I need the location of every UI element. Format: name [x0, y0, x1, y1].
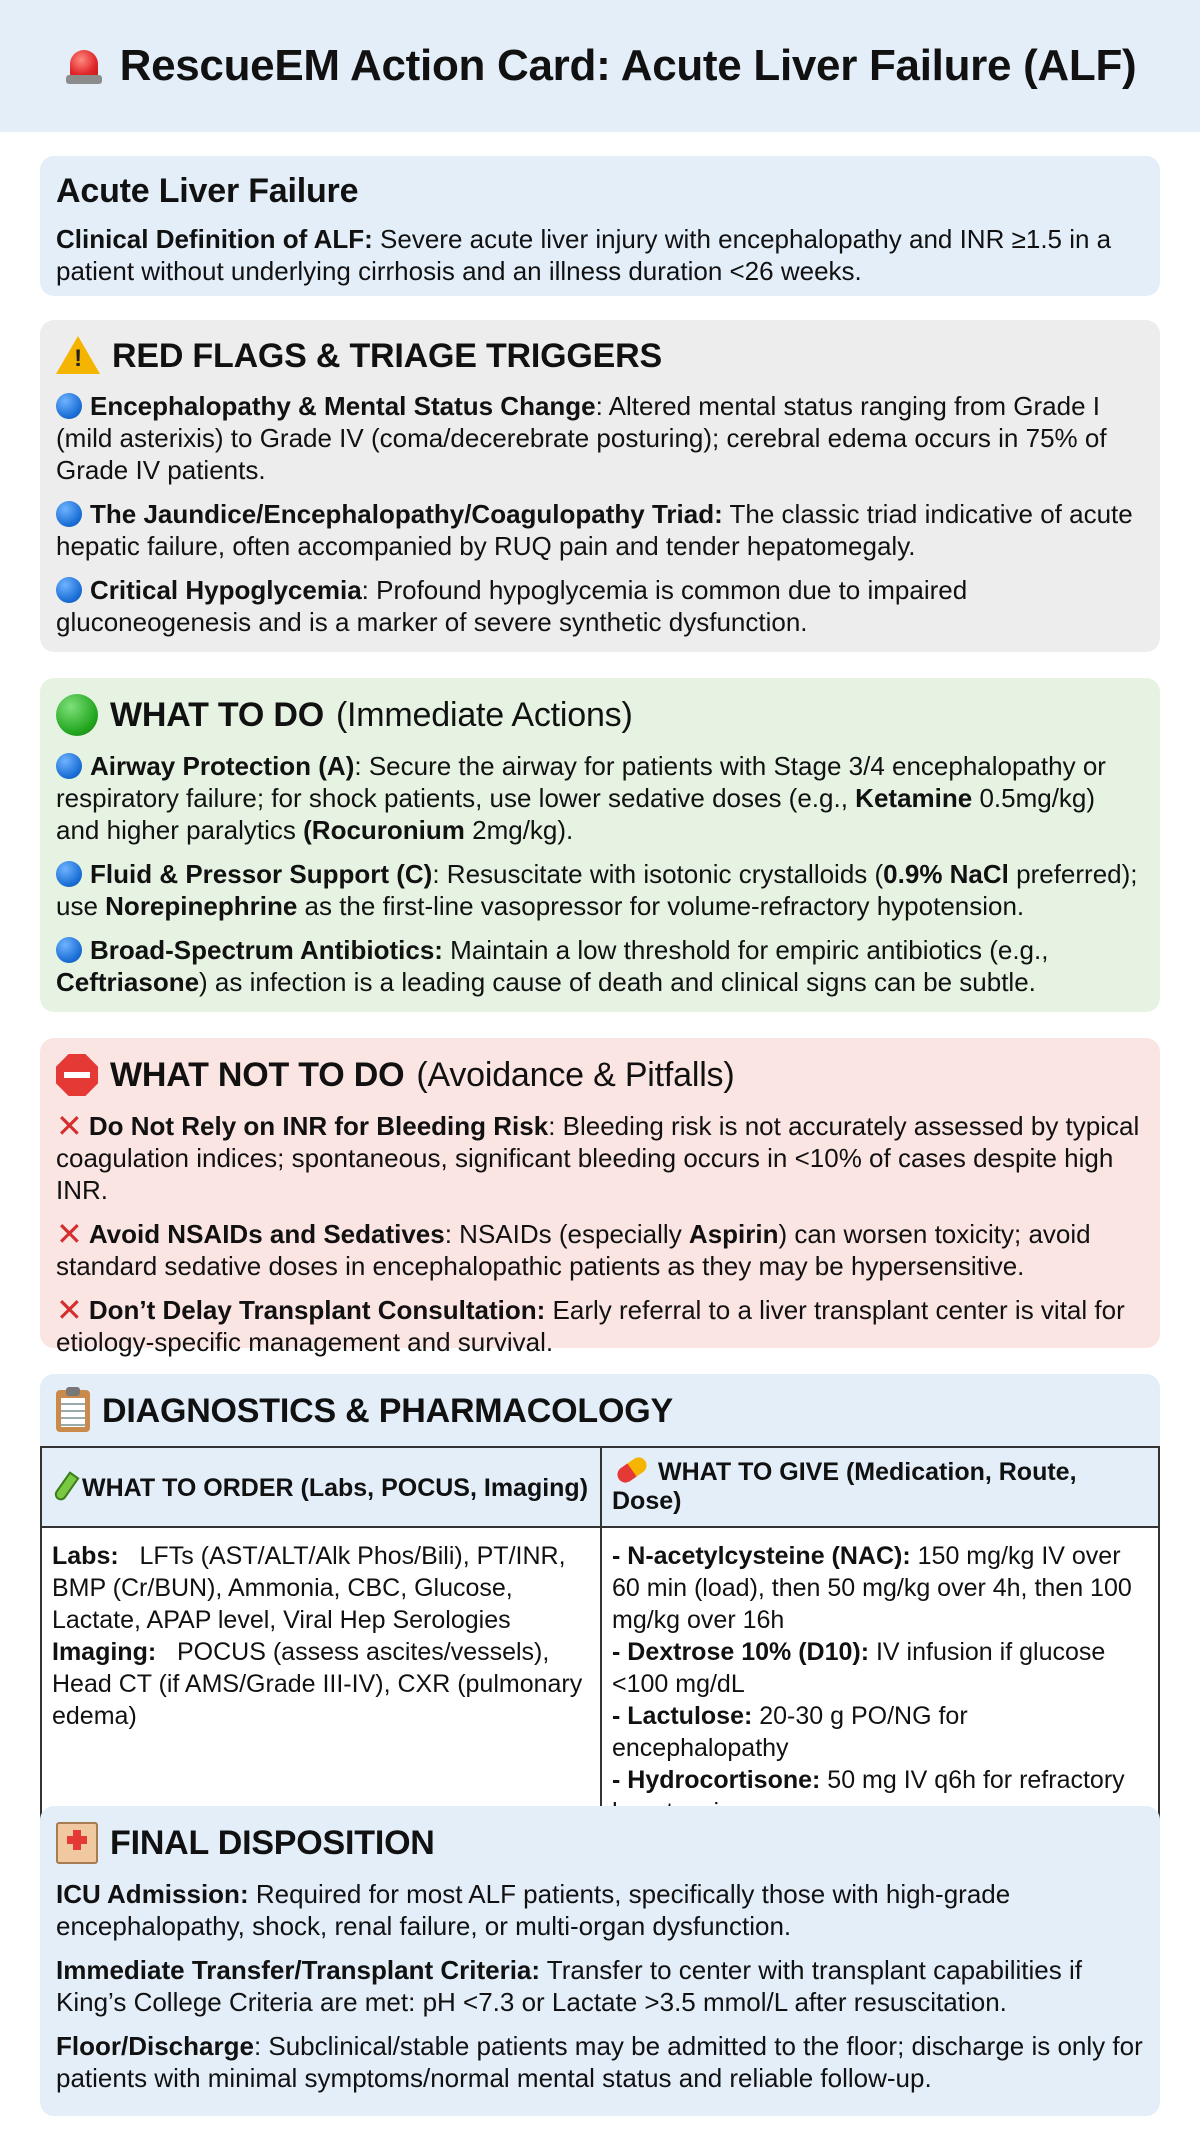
drug-name: 0.9% NaCl: [883, 859, 1009, 889]
item-text: : NSAIDs (especially: [444, 1219, 689, 1249]
what-to-do-subtitle: (Immediate Actions): [335, 695, 633, 734]
item-label: Critical Hypoglycemia: [90, 575, 362, 605]
item-text: : Bleeding risk is not accurately assessed by typical coagulation indices; spontaneous, significant bleeding occurs in <10% of cases despite high INR.: [56, 1111, 1140, 1205]
list-item: [56, 1218, 1144, 1282]
order-cell: [41, 1527, 601, 1841]
imaging-text: POCUS (assess ascites/vessels), Head CT (if AMS/Grade III-IV), CXR (pulmonary edema): [52, 1638, 590, 1730]
item-text: Early referral to a liver transplant center is vital for etiology-specific management and survival.: [56, 1295, 1125, 1357]
give-column-header: [601, 1447, 1159, 1527]
item-text: : Secure the airway for patients with Stage 3/4 encephalopathy or respiratory failure; for shock patients, use lower sedative doses (e.g.,: [56, 751, 1106, 813]
blue-circle-icon: [56, 861, 82, 887]
medication-text: IV infusion if glucose <100 mg/dL: [612, 1638, 1106, 1698]
list-item: [56, 858, 1144, 922]
item-text: Required for most ALF patients, specifically those with high-grade encephalopathy, shock, renal failure, or multi-organ dysfunction.: [56, 1879, 1011, 1941]
medication-label: - Hydrocortisone:: [612, 1766, 821, 1794]
test-tube-icon: [52, 1471, 79, 1502]
give-cell: [601, 1527, 1159, 1841]
blue-circle-icon: [56, 753, 82, 779]
red-flags-title-text: RED FLAGS & TRIAGE TRIGGERS: [112, 336, 662, 375]
what-not-to-do-title: [56, 1054, 1144, 1096]
siren-icon: [64, 46, 104, 86]
page-title: RescueEM Action Card: Acute Liver Failure (ALF): [119, 41, 1137, 90]
diagnostics-title-text: DIAGNOSTICS & PHARMACOLOGY: [102, 1391, 673, 1430]
item-text: preferred); use: [56, 859, 1138, 921]
red-flags-title: [56, 336, 1144, 376]
list-item: [56, 1294, 1144, 1358]
item-label: Floor/Discharge: [56, 2031, 254, 2061]
what-to-do-title-text: WHAT TO DO: [110, 695, 324, 734]
page-header: [0, 0, 1200, 132]
item-text: ) can worsen toxicity; avoid standard sedative doses in encephalopathic patients as they may be hypersensitive.: [56, 1219, 1091, 1281]
list-item: [56, 1878, 1144, 1942]
cross-mark-icon: ✕: [56, 1108, 83, 1144]
medication-item: [612, 1700, 1148, 1764]
item-text: : Profound hypoglycemia is common due to impaired gluconeogenesis and is a marker of severe synthetic dysfunction.: [56, 575, 968, 637]
medication-text: 20-30 g PO/NG for encephalopathy: [612, 1702, 968, 1762]
order-header-text: WHAT TO ORDER (Labs, POCUS, Imaging): [82, 1473, 589, 1502]
cross-mark-icon: ✕: [56, 1216, 83, 1252]
item-label: Do Not Rely on INR for Bleeding Risk: [88, 1111, 549, 1141]
drug-name: Norepinephrine: [105, 891, 298, 921]
drug-name: Aspirin: [688, 1219, 779, 1249]
item-text: : Resuscitate with isotonic crystalloids (: [432, 859, 884, 889]
item-text: Maintain a low threshold for empiric antibiotics (e.g.,: [442, 935, 1049, 965]
what-to-do-title: [56, 694, 1144, 736]
item-label: Immediate Transfer/Transplant Criteria:: [56, 1955, 541, 1985]
blue-circle-icon: [56, 393, 82, 419]
item-text: : Subclinical/stable patients may be admitted to the floor; discharge is only for patients with minimal symptoms/normal mental status and reliable follow-up.: [56, 2031, 1143, 2093]
item-label: Encephalopathy & Mental Status Change: [90, 391, 596, 421]
definition-label: Clinical Definition of ALF:: [56, 224, 373, 254]
red-flags-card: [40, 320, 1160, 652]
labs-line: [52, 1540, 590, 1636]
diagnostics-card: [40, 1374, 1160, 1794]
item-text: Transfer to center with transplant capabilities if King’s College Criteria are met: pH <7.3 or Lactate >3.5 mmol/L after resuscitation.: [56, 1955, 1082, 2017]
order-column-header: [41, 1447, 601, 1527]
disposition-title: [56, 1822, 1144, 1864]
medication-text: 150 mg/kg IV over 60 min (load), then 50 mg/kg over 4h, then 100 mg/kg over 16h: [612, 1542, 1132, 1634]
list-item: [56, 498, 1144, 562]
disposition-card: [40, 1806, 1160, 2116]
item-text: The classic triad indicative of acute hepatic failure, often accompanied by RUQ pain and tender hepatomegaly.: [56, 499, 1133, 561]
stop-sign-icon: [56, 1054, 98, 1096]
list-item: [56, 934, 1144, 998]
item-label: Broad-Spectrum Antibiotics:: [90, 935, 443, 965]
medication-label: - Lactulose:: [612, 1702, 753, 1730]
list-item: [56, 1110, 1144, 1206]
medication-text: 50 mg IV q6h for refractory: [827, 1766, 1125, 1794]
definition-card: [40, 156, 1160, 296]
give-header-text: WHAT TO GIVE (Medication, Route, Dose): [612, 1458, 1077, 1515]
hospital-icon: [56, 1822, 98, 1864]
item-label: ICU Admission:: [56, 1879, 249, 1909]
blue-circle-icon: [56, 937, 82, 963]
imaging-label: Imaging:: [52, 1638, 157, 1666]
item-label: The Jaundice/Encephalopathy/Coagulopathy Triad:: [90, 499, 723, 529]
medication-label: - Dextrose 10% (D10):: [612, 1638, 870, 1666]
what-to-do-card: [40, 678, 1160, 1012]
labs-text: LFTs (AST/ALT/Alk Phos/Bili), PT/INR, BMP (Cr/BUN), Ammonia, CBC, Glucose, Lactate, APAP level, Viral Hep Serologies: [52, 1542, 573, 1634]
medication-item: [612, 1540, 1148, 1636]
labs-label: Labs:: [52, 1542, 119, 1570]
green-circle-icon: [56, 694, 98, 736]
item-text: : Altered mental status ranging from Grade I (mild asterixis) to Grade IV (coma/decerebrate posturing); cerebral edema occurs in 75% of Grade IV patients.: [56, 391, 1107, 485]
item-label: Avoid NSAIDs and Sedatives: [88, 1219, 445, 1249]
warning-icon: !: [56, 336, 100, 376]
item-text: 0.5mg/kg) and higher paralytics: [56, 783, 1096, 845]
drug-name: Ketamine: [855, 783, 973, 813]
diagnostics-table: [40, 1446, 1160, 1842]
drug-name: (Rocuronium: [303, 815, 465, 845]
list-item: [56, 390, 1144, 486]
imaging-line: [52, 1636, 590, 1732]
disposition-title-text: FINAL DISPOSITION: [110, 1823, 435, 1862]
pill-icon: [614, 1454, 649, 1485]
medication-label: - N-acetylcysteine (NAC):: [612, 1542, 911, 1570]
clipboard-icon: [56, 1390, 90, 1432]
definition-text: [56, 223, 1144, 287]
what-not-to-do-card: [40, 1038, 1160, 1357]
blue-circle-icon: [56, 577, 82, 603]
list-item: [56, 750, 1144, 846]
item-label: Airway Protection (A): [90, 751, 355, 781]
item-label: Don’t Delay Transplant Consultation:: [88, 1295, 546, 1325]
list-item: [56, 574, 1144, 638]
definition-title: Acute Liver Failure: [56, 172, 359, 210]
item-text: 2mg/kg).: [464, 815, 574, 845]
drug-name: Ceftriasone: [56, 967, 200, 997]
list-item: [56, 2030, 1144, 2094]
list-item: [56, 1954, 1144, 2018]
blue-circle-icon: [56, 501, 82, 527]
medication-item: [612, 1636, 1148, 1700]
item-text: ) as infection is a leading cause of death and clinical signs can be subtle.: [199, 967, 1036, 997]
cross-mark-icon: ✕: [56, 1292, 83, 1328]
what-not-to-do-subtitle: (Avoidance & Pitfalls): [416, 1055, 735, 1094]
diagnostics-title: [56, 1390, 1144, 1432]
definition-body: Severe acute liver injury with encephalopathy and INR ≥1.5 in a patient without underlying cirrhosis and an illness duration <26 weeks.: [56, 224, 1112, 286]
what-not-to-do-title-text: WHAT NOT TO DO: [110, 1055, 405, 1094]
item-label: Fluid & Pressor Support (C): [90, 859, 433, 889]
item-text: as the first-line vasopressor for volume-refractory hypotension.: [297, 891, 1025, 921]
